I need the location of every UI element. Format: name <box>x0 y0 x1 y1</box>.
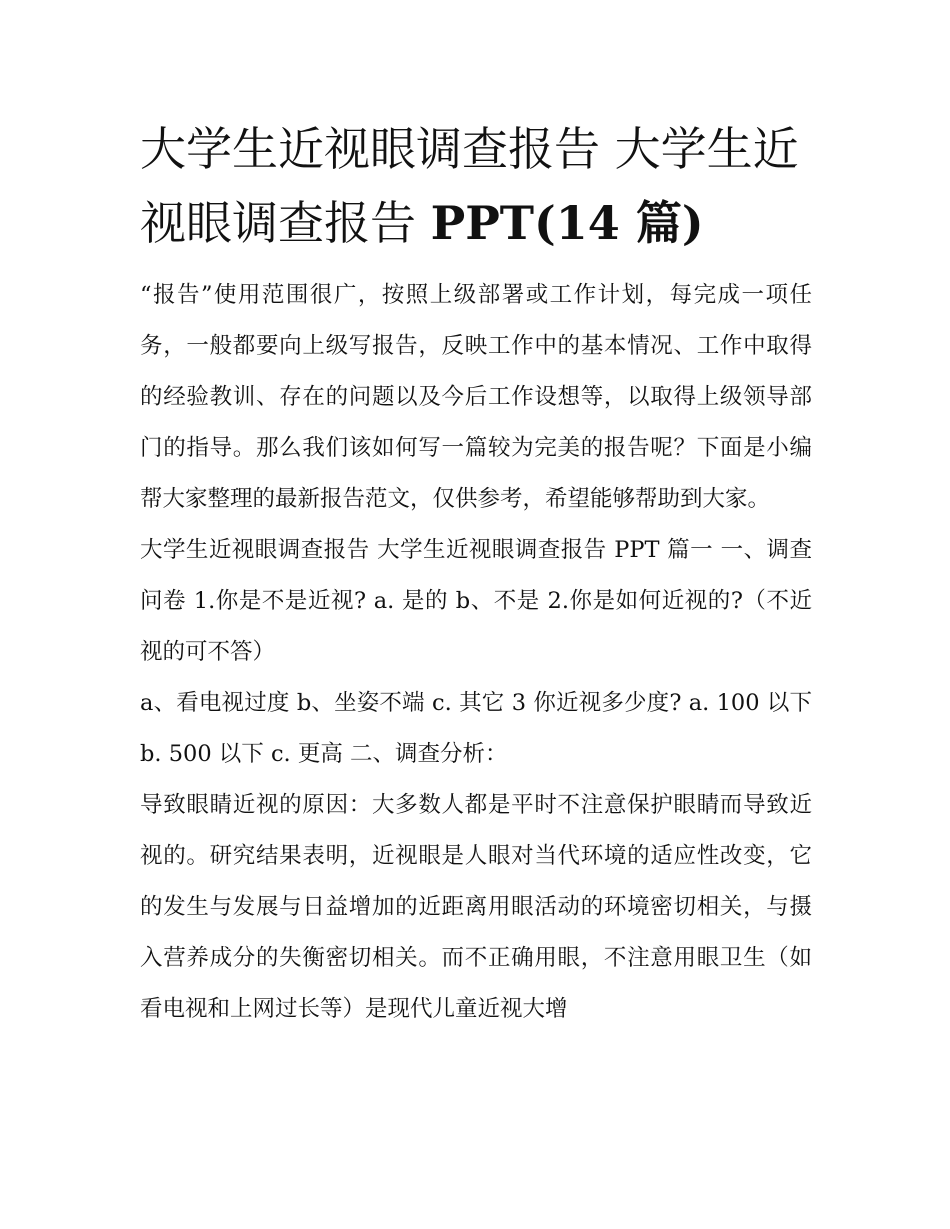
title-main: 大学生近视眼调查报告 大学生近视眼调查报告 <box>140 122 799 250</box>
document-page <box>140 112 812 1035</box>
survey-questions-paragraph: 大学生近视眼调查报告 大学生近视眼调查报告 PPT 篇一 一、调查问卷 1.你是不是近视? a. 是的 b、不是 2.你是如何近视的?（不近视的可不答） <box>140 537 812 665</box>
title-tail: PPT(14 篇) <box>430 196 704 250</box>
survey-options-paragraph: a、看电视过度 b、坐姿不端 c. 其它 3 你近视多少度? a. 100 以下 b. 500 以下 c. 更高 二、调查分析： <box>140 690 812 767</box>
document-title <box>140 112 812 260</box>
intro-paragraph: “报告”使用范围很广，按照上级部署或工作计划，每完成一项任务，一般都要向上级写报告，反映工作中的基本情况、工作中取得的经验教训、存在的问题以及今后工作设想等，以取得上级领导部门的指导。那么我们该如何写一篇较为完美的报告呢？下面是小编帮大家整理的最新报告范文，仅供参考，希望能够帮助到大家。 <box>140 282 812 512</box>
analysis-paragraph: 导致眼睛近视的原因：大多数人都是平时不注意保护眼睛而导致近视的。研究结果表明，近视眼是人眼对当代环境的适应性改变，它的发生与发展与日益增加的近距离用眼活动的环境密切相关，与摄入营养成分的失衡密切相关。而不正确用眼，不注意用眼卫生（如看电视和上网过长等）是现代儿童近视大增 <box>140 792 812 1022</box>
